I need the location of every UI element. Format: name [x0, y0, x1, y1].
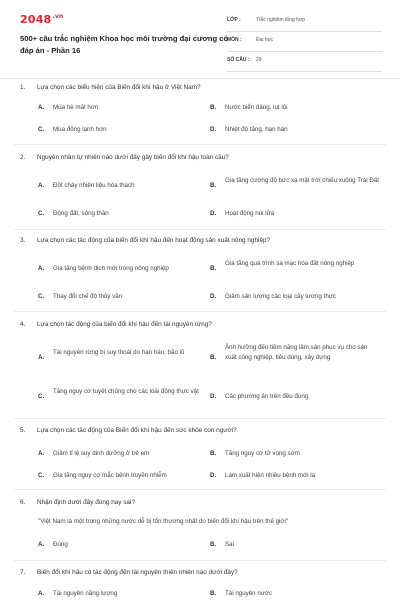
statement-quote: "Việt Nam là một trong những nước dễ bị tổn thương nhất do biến đổi khí hậu trên thế giới": [38, 518, 289, 525]
meta-row-subject: [227, 32, 382, 52]
question-divider: [14, 144, 386, 145]
question-text: 6. Nhận định dưới đây đúng hay sai?: [20, 499, 136, 506]
question-text: 7. Biến đổi khí hậu có tác động đến tài nguyên thiên nhiên nào dưới đây?: [20, 569, 238, 576]
question-text: 4. Lựa chọn tác động của biến đổi khí hậu đến tài nguyên rừng?: [20, 321, 212, 328]
meta-key: LỚP :: [227, 17, 241, 23]
meta-row-class: [227, 12, 382, 32]
logo-text: 2048: [20, 13, 52, 26]
question-text: 1. Lựa chọn các biểu hiện của Biến đổi khí hậu ở Việt Nam?: [20, 84, 201, 91]
meta-value: 29: [256, 57, 262, 63]
question-text: 3. Lựa chọn các tác động của biến đổi khí hậu đến hoạt động sản xuất nông nghiệp?: [20, 237, 271, 244]
question-text: 2. Nguyên nhân tự nhiên nào dưới đây gây biến đổi khí hậu toàn cầu?: [20, 154, 229, 161]
question-divider: [14, 418, 386, 419]
logo-suffix: .vn: [52, 13, 64, 21]
page-title: 500+ câu trắc nghiệm Khoa học môi trường đại cương có đáp án - Phần 16: [20, 34, 229, 55]
meta-info: [227, 12, 382, 72]
meta-key: MÔN :: [227, 37, 242, 43]
page: $2048^{.vn}$ 500+ câu trắc nghiệm Khoa học môi trường đại cương có đáp án - Phần 16 LỚP : Trắc nghiệm tổng hợp MÔN : Đại học SỐ CÂU : 29 1. Lựa chọn các biểu hiện của Biến đổi khí hậu ở Việt Nam? A. Mùa hè mát hơn B. Nước biển dâng, lụt lội C. Mùa đông lạnh hơn D. Nhiệt độ tăng, hạn hán 2. Nguyên nhân tự nhiên nào dưới đây gây biến đổi khí hậu toàn cầu? A. Đốt cháy nhiên liệu hóa thạch B. Gia tăng cường độ bức xạ mặt trời chiếu xuống Trái Đất C. Động đất, sóng thần D. Hoạt động núi lửa 3. Lựa chọn các tác động của biến đổi khí hậu đến hoạt động sản xuất nông nghiệp? A. Gia tăng bệnh dịch mới trong nông nghiệp B. Gia tăng quá trình sa mạc hóa đất nông nghiệp C. Thay đổi chế độ thủy văn D. Giảm sản lượng các loại cây lương thực 4. Lựa chọn tác động của biến đổi khí hậu đến tài nguyên rừng? A. Tài nguyên rừng bị suy thoái do hạn hán, bão lũ B. Ảnh hưởng đến tiềm năng lâm sản phục vụ cho sản xuất công nghiệp, tiêu dùng, xây dựng C. Tăng nguy cơ tuyệt chủng cho các loài động thực vật D. Các phương án trên đều đúng 5. Lựa chọn các tác động của Biến đổi khí hậu đến sức khỏe con người? A. Giảm tỉ lệ suy dinh dưỡng ở trẻ em B. Tăng nguy cơ tử vong sớm C. Gia tăng nguy cơ mắc bệnh truyền nhiễm D. Làm xuất hiện nhiều bệnh mới lạ 6. Nhận định dưới đây đúng hay sai? "Việt Nam là một trong những nước dễ bị tổn thương nhất do biến đổi khí hậu trên thế giới" A. Đúng B. Sai 7. Biến đổi khí hậu có tác động đến tài nguyên thiên nhiên nào dưới đây? A. Tài nguyên năng lượng B. Tài nguyên nước: [0, 0, 400, 600]
question-divider: [14, 311, 386, 312]
meta-row-count: [227, 52, 382, 72]
meta-value[interactable]: Đại học: [256, 37, 273, 43]
question-divider: [14, 229, 386, 230]
meta-value[interactable]: Trắc nghiệm tổng hợp: [256, 17, 305, 23]
meta-key: SỐ CÂU :: [227, 57, 250, 63]
header: [0, 0, 400, 78]
question-divider: [14, 560, 386, 561]
question-divider: [14, 489, 386, 490]
site-logo[interactable]: [20, 13, 63, 26]
header-divider: [0, 78, 400, 79]
question-text: 5. Lựa chọn các tác động của Biến đổi khí hậu đến sức khỏe con người?: [20, 427, 237, 434]
